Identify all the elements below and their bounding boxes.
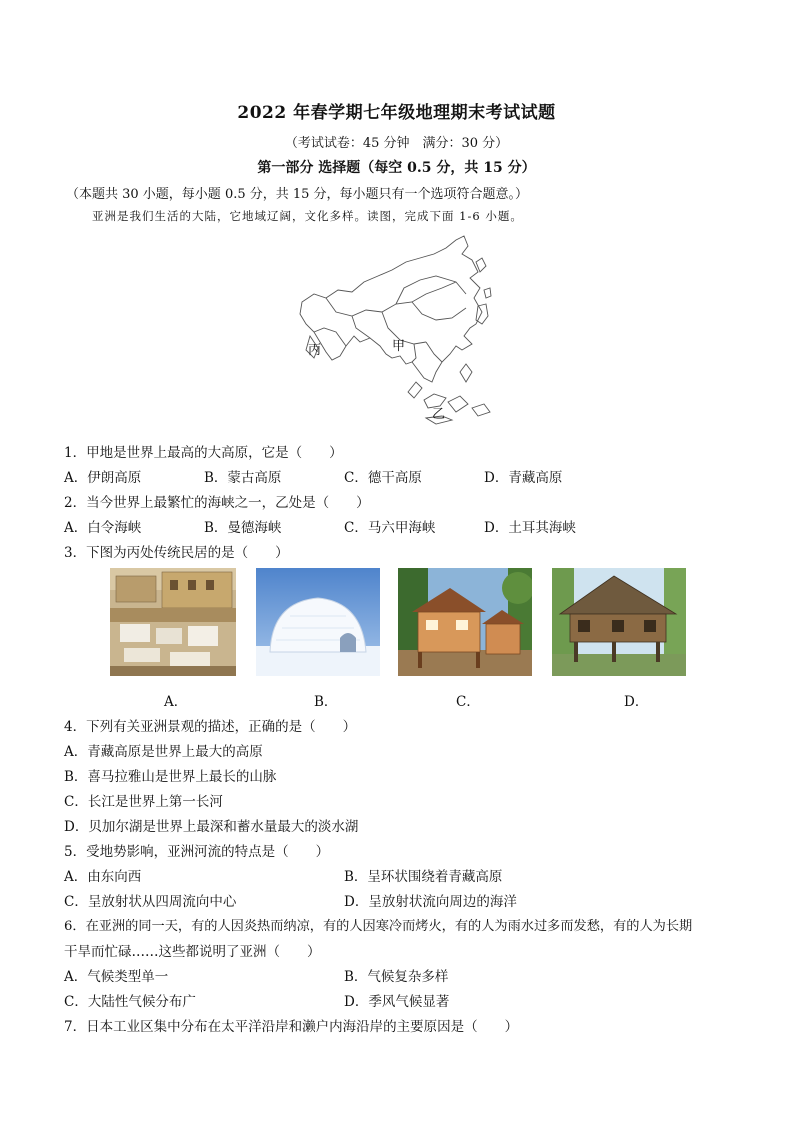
- question-6-stem: 6．在亚洲的同一天，有的人因炎热而纳凉，有的人因寒冷而烤火，有的人为雨水过多而发愁，有的人为长期: [64, 919, 693, 934]
- dwelling-picture-d[interactable]: [552, 568, 686, 676]
- map-label-yi: 乙: [432, 407, 446, 422]
- q3-option-d[interactable]: D．: [624, 694, 649, 710]
- q5-option-b[interactable]: B．呈环状围绕着青藏高原: [344, 869, 503, 885]
- exam-info: （考试试卷：45 分钟 满分：30 分）: [284, 136, 509, 151]
- question-5-stem: 5．受地势影响，亚洲河流的特点是（ ）: [64, 844, 330, 860]
- asia-map: [296, 232, 494, 428]
- q5-option-c[interactable]: C．呈放射状从四周流向中心: [64, 894, 237, 910]
- q5-option-d[interactable]: D．呈放射状流向周边的海洋: [344, 894, 517, 910]
- question-1-stem: 1．甲地是世界上最高的大高原，它是（ ）: [64, 445, 343, 461]
- dwelling-picture-c[interactable]: [398, 568, 532, 676]
- q4-option-c[interactable]: C．长江是世界上第一长河: [64, 794, 223, 810]
- q1-option-d[interactable]: D．青藏高原: [484, 470, 563, 486]
- q2-option-b[interactable]: B．曼德海峡: [204, 520, 282, 536]
- asia-map-svg: [296, 232, 494, 428]
- q5-option-a[interactable]: A．由东向西: [64, 869, 142, 885]
- question-7-stem: 7．日本工业区集中分布在太平洋沿岸和濑户内海沿岸的主要原因是（ ）: [64, 1019, 519, 1035]
- section-note: （本题共 30 小题，每小题 0.5 分，共 15 分，每小题只有一个选项符合题意。）: [66, 187, 529, 202]
- q6-option-d[interactable]: D．季风气候显著: [344, 994, 450, 1010]
- q2-option-d[interactable]: D．土耳其海峡: [484, 520, 576, 536]
- q1-option-a[interactable]: A．伊朗高原: [64, 470, 142, 486]
- map-intro: 亚洲是我们生活的大陆，它地域辽阔，文化多样。读图，完成下面 1-6 小题。: [92, 209, 523, 223]
- map-label-jia: 甲: [392, 339, 406, 354]
- q3-option-c[interactable]: C．: [456, 694, 480, 710]
- q4-option-b[interactable]: B．喜马拉雅山是世界上最长的山脉: [64, 769, 277, 785]
- q6-option-b[interactable]: B．气候复杂多样: [344, 969, 449, 985]
- question-6-stem-continued: 干旱而忙碌……这些都说明了亚洲（ ）: [64, 944, 321, 960]
- q6-option-c[interactable]: C．大陆性气候分布广: [64, 994, 196, 1010]
- dwelling-picture-b[interactable]: [256, 568, 380, 676]
- question-4-stem: 4．下列有关亚洲景观的描述，正确的是（ ）: [64, 719, 357, 735]
- q1-option-b[interactable]: B．蒙古高原: [204, 470, 282, 486]
- dwelling-picture-a[interactable]: [110, 568, 236, 676]
- q3-option-a[interactable]: A．: [164, 694, 188, 710]
- q6-option-a[interactable]: A．气候类型单一: [64, 969, 169, 985]
- question-2-stem: 2．当今世界上最繁忙的海峡之一，乙处是（ ）: [64, 495, 370, 511]
- q2-option-c[interactable]: C．马六甲海峡: [344, 520, 436, 536]
- section-heading: 第一部分 选择题（每空 0.5 分，共 15 分）: [257, 160, 536, 176]
- q4-option-a[interactable]: A．青藏高原是世界上最大的高原: [64, 744, 263, 760]
- q2-option-a[interactable]: A．白令海峡: [64, 520, 142, 536]
- q1-option-c[interactable]: C．德干高原: [344, 470, 422, 486]
- q4-option-d[interactable]: D．贝加尔湖是世界上最深和蓄水量最大的淡水湖: [64, 819, 359, 835]
- q3-option-b[interactable]: B．: [314, 694, 338, 710]
- question-3-stem: 3．下图为丙处传统民居的是（ ）: [64, 545, 289, 561]
- map-label-bing: 丙: [308, 343, 322, 358]
- page-title: 2022 年春学期七年级地理期末考试试题: [237, 103, 556, 123]
